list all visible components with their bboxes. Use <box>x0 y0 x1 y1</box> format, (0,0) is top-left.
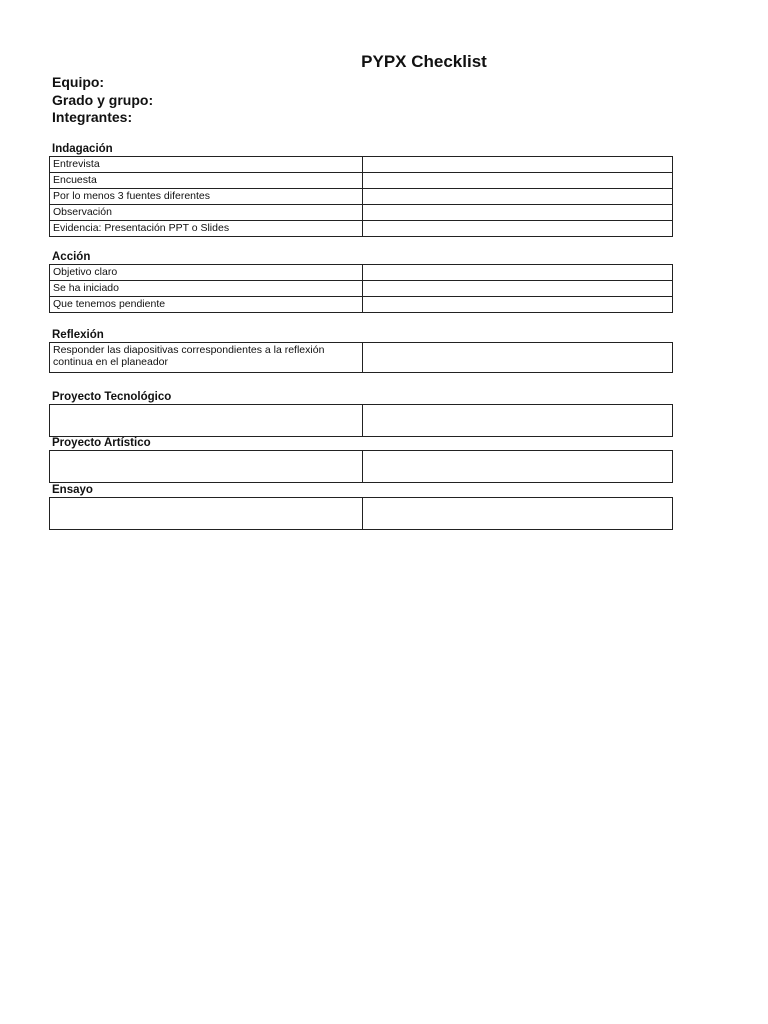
status-cell[interactable] <box>363 205 673 221</box>
table-row <box>50 189 673 205</box>
section-accion <box>49 250 673 313</box>
checklist-table <box>49 342 673 373</box>
table-row <box>50 205 673 221</box>
section-title: Acción <box>52 251 91 263</box>
table-row <box>50 405 673 437</box>
table-row <box>50 451 673 483</box>
status-cell[interactable] <box>363 297 673 313</box>
table-row <box>50 281 673 297</box>
table-row <box>50 173 673 189</box>
checklist-table <box>49 404 673 437</box>
item-label: Responder las diapositivas correspondientes a la reflexión continua en el planeador <box>50 343 363 373</box>
table-row <box>50 297 673 313</box>
section-reflexion <box>49 328 673 373</box>
item-label: Observación <box>50 205 363 221</box>
item-label: Objetivo claro <box>50 265 363 281</box>
section-title: Reflexión <box>52 329 104 341</box>
item-label: Por lo menos 3 fuentes diferentes <box>50 189 363 205</box>
table-row <box>50 221 673 237</box>
status-cell[interactable] <box>363 281 673 297</box>
table-row <box>50 498 673 530</box>
team-label: Equipo: <box>52 74 105 90</box>
page-title: PYPX Checklist <box>361 52 487 71</box>
checklist-table <box>49 450 673 483</box>
checklist-table <box>49 156 673 237</box>
status-cell[interactable] <box>363 498 673 530</box>
section-title: Proyecto Artístico <box>52 437 151 449</box>
item-label[interactable] <box>50 405 363 437</box>
status-cell[interactable] <box>363 343 673 373</box>
table-row <box>50 343 673 373</box>
section-proyecto-tecnologico <box>49 390 673 437</box>
section-title: Indagación <box>52 143 113 155</box>
section-title: Proyecto Tecnológico <box>52 391 172 403</box>
status-cell[interactable] <box>363 189 673 205</box>
members-label: Integrantes: <box>52 109 133 125</box>
item-label: Entrevista <box>50 157 363 173</box>
section-ensayo <box>49 483 673 530</box>
table-row <box>50 157 673 173</box>
item-label: Encuesta <box>50 173 363 189</box>
status-cell[interactable] <box>363 451 673 483</box>
checklist-table <box>49 264 673 313</box>
item-label[interactable] <box>50 498 363 530</box>
item-label: Evidencia: Presentación PPT o Slides <box>50 221 363 237</box>
team-info <box>52 74 153 127</box>
status-cell[interactable] <box>363 173 673 189</box>
checklist-table <box>49 497 673 530</box>
item-label: Que tenemos pendiente <box>50 297 363 313</box>
section-title: Ensayo <box>52 484 93 496</box>
grade-group-label: Grado y grupo: <box>52 91 154 108</box>
status-cell[interactable] <box>363 405 673 437</box>
status-cell[interactable] <box>363 157 673 173</box>
section-indagacion <box>49 142 673 237</box>
status-cell[interactable] <box>363 221 673 237</box>
item-label: Se ha iniciado <box>50 281 363 297</box>
status-cell[interactable] <box>363 265 673 281</box>
table-row <box>50 265 673 281</box>
item-label[interactable] <box>50 451 363 483</box>
section-proyecto-artistico <box>49 436 673 483</box>
